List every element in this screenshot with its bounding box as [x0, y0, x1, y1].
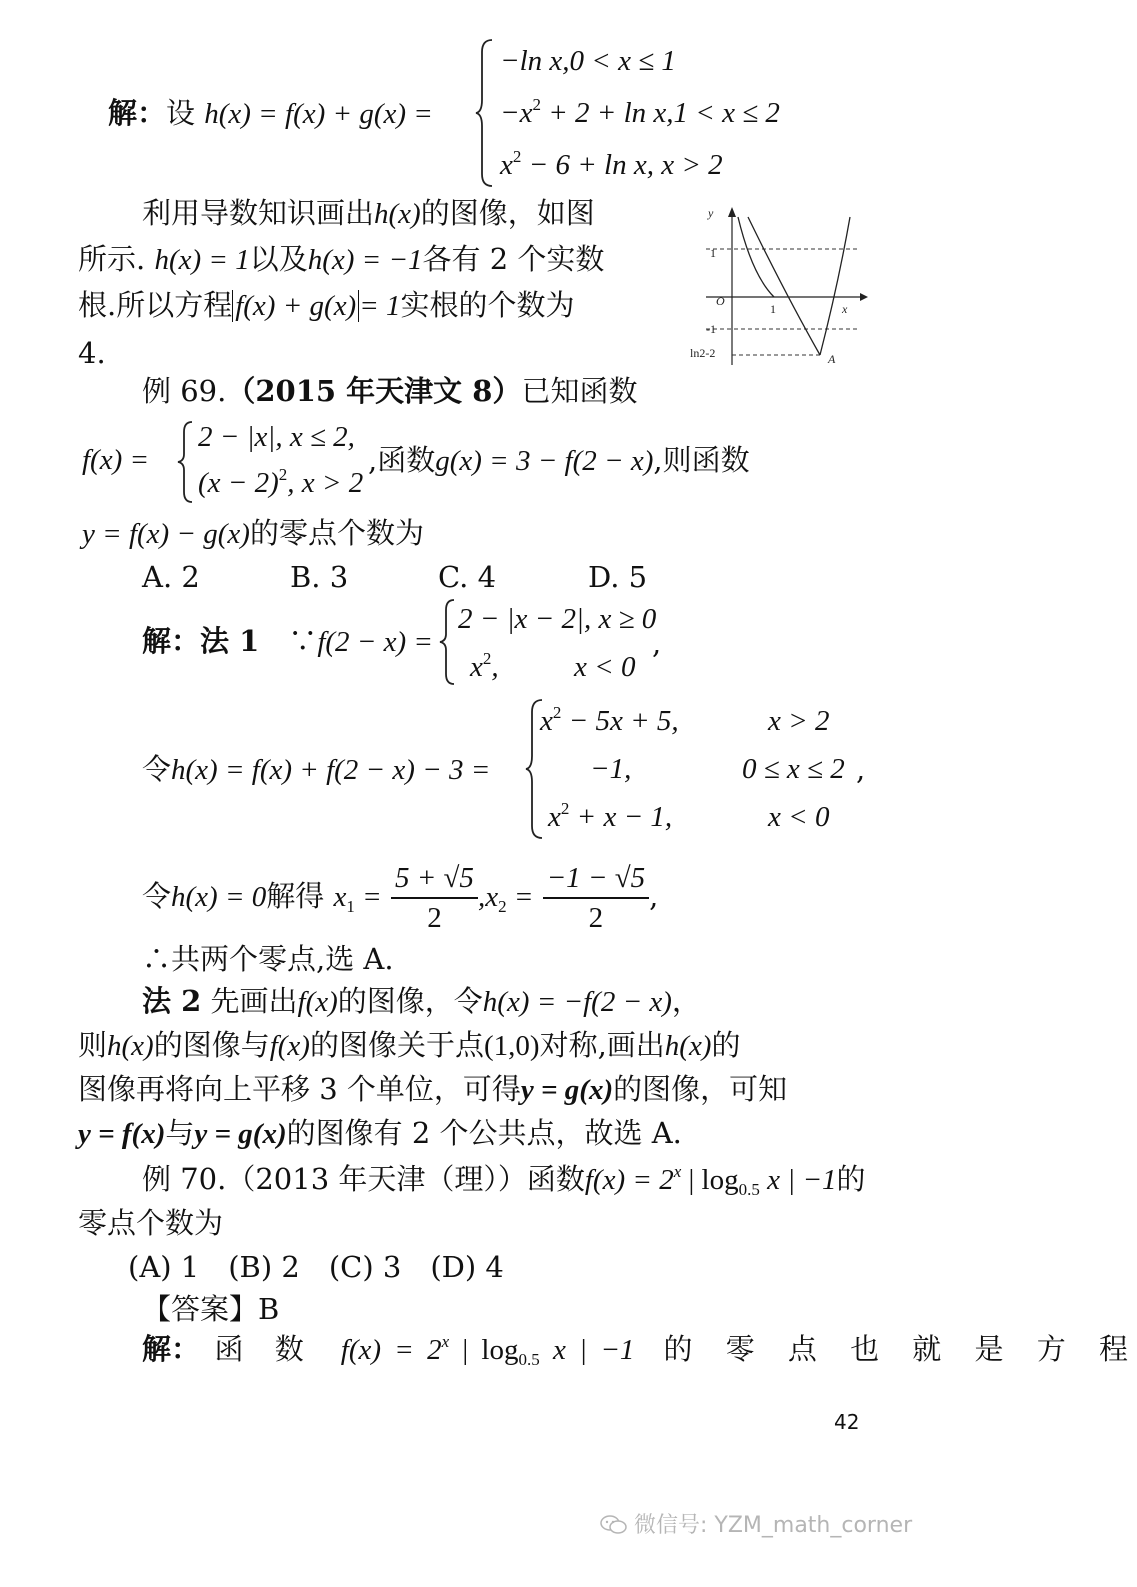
h-case-3: $x^2 - 6 + \ln x$, x > 2: [500, 147, 723, 181]
curve-part1: [738, 217, 774, 297]
ex70-line-2: 零点个数为: [78, 1206, 224, 1240]
para-line-3: 根.所以方程 f(x) + g(x) = 1实根的个数为: [78, 288, 575, 322]
watermark: [600, 1508, 912, 1539]
roots-line: 令h(x) = 0解得 $x_1$ = $\frac{5 + √5}{2}$ $,x_2$ = $\frac{-1 - √5}{2}$ ,: [142, 856, 658, 937]
origin-label: O: [716, 294, 725, 308]
m2-line-1: 法 2 先画出f(x)的图像，令h(x) = −f(2 − x)，: [142, 984, 701, 1018]
h2-case-3: $x^2 + x - 1$,: [548, 799, 673, 833]
watermark-text: 微信号: YZM_math_corner: [634, 1513, 913, 1538]
f2x-comma: ,: [652, 626, 662, 660]
left-brace-h: [474, 38, 496, 188]
y-label: y: [708, 206, 714, 220]
para-line-1: 利用导数知识画出h(x)的图像，如图: [142, 196, 595, 230]
ex70-heading: 例 70.（2013 年天津（理））函数$f(x) = 2^x$ | $\log_{0.5} x$ | −1的: [142, 1162, 866, 1199]
ex69-conclusion: ∴共两个零点,选 A.: [142, 942, 394, 976]
para-line-2: 所示. h(x) = 1以及h(x) = −1各有 2 个实数: [78, 242, 605, 276]
h-definition-lhs: h(x) = f(x) + g(x) =: [204, 98, 433, 130]
y-axis-arrow: [728, 207, 736, 217]
ex70-title: 例 70.: [142, 1162, 227, 1196]
h-graph: [690, 205, 870, 370]
left-brace-f: [176, 420, 196, 504]
f2x-case-1: 2 − |x − 2|, x ≥ 0: [458, 603, 657, 635]
tick-1-y: 1: [710, 246, 716, 260]
x-label: x: [842, 302, 848, 316]
para-line-4: 4.: [78, 336, 106, 370]
ex69-source: （2015 年天津文 8）: [226, 374, 522, 408]
curve-part2: [748, 217, 820, 355]
tick-neg1-y: -1: [706, 322, 716, 336]
m2-line-3: 图像再将向上平移 3 个单位，可得y = g(x)的图像，可知: [78, 1072, 788, 1106]
h2-case-2-cond: 0 ≤ x ≤ 2: [742, 753, 845, 785]
h2-case-1-cond: x > 2: [768, 705, 830, 737]
ex70-source: （2013 年天津（理））函数: [226, 1162, 585, 1196]
tick-1-x: 1: [770, 302, 776, 316]
f2x-case-2-cond: x < 0: [574, 651, 636, 683]
tick-ln-label: ln2-2: [690, 346, 716, 360]
ex69-f-case-2: $(x - 2)^2$, x > 2: [198, 465, 364, 499]
set-word: 设: [166, 96, 196, 130]
h-case-1: −ln x,0 < x ≤ 1: [500, 45, 676, 77]
x2-fraction: $\frac{-1 - √5}{2}$: [543, 859, 650, 937]
point-a-label: A: [828, 352, 836, 366]
ex69-option-b: B. 3: [290, 560, 349, 594]
h2-case-1: $x^2 - 5x + 5$,: [540, 703, 679, 737]
ex69-title: 例 69.: [142, 374, 227, 408]
m2-line-2: 则h(x)的图像与f(x)的图像关于点(1,0)对称,画出h(x)的: [78, 1028, 741, 1062]
solution-label: 解：: [108, 96, 167, 130]
ex69-g-line: ,函数g(x) = 3 − f(2 − x),则函数: [368, 443, 750, 477]
h2-case-3-cond: x < 0: [768, 801, 830, 833]
m2-line-4: y = f(x)与y = g(x)的图像有 2 个公共点，故选 A.: [78, 1116, 682, 1150]
ex70-options: (A) 1 (B) 2 (C) 3 (D) 4: [128, 1250, 504, 1284]
wechat-icon: [600, 1514, 628, 1536]
curve-part3: [820, 217, 850, 355]
page-number: 42: [834, 1410, 860, 1434]
solution-line-h-def: [108, 94, 433, 133]
ex69-option-a: A. 2: [142, 560, 200, 594]
ex69-h-line: 令h(x) = f(x) + f(2 − x) − 3 =: [142, 752, 491, 786]
ex69-option-c: C. 4: [438, 560, 497, 594]
h2-case-2: −1,: [590, 753, 632, 785]
f2x-case-2: $x^2$,: [470, 649, 499, 683]
h2-comma: ,: [856, 752, 866, 786]
ex69-f-lhs: f(x) =: [82, 444, 150, 476]
h-case-2: $-x^2 + 2 + \ln x,1 < x \le 2$: [500, 95, 780, 129]
ex69-option-d: D. 5: [588, 560, 648, 594]
ex70-answer: 【答案】B: [142, 1292, 280, 1326]
left-brace-f2x: [438, 598, 458, 686]
ex69-y-line: y = f(x) − g(x)的零点个数为: [82, 516, 424, 550]
ex69-heading: 例 69.（2015 年天津文 8）已知函数: [142, 374, 638, 408]
x1-fraction: $\frac{5 + √5}{2}$: [391, 859, 478, 937]
ex70-solution: 解： 函 数 $f(x) = 2^x$ | $\log_{0.5} x$ | −1 的 零 点 也 就 是 方 程: [142, 1332, 1137, 1369]
ex69-f-case-1: 2 − |x|, x ≤ 2,: [198, 421, 355, 453]
ex69-sol1-line: 解：法 1 ∵f(2 − x) =: [142, 624, 433, 658]
x-axis-arrow: [860, 293, 868, 301]
